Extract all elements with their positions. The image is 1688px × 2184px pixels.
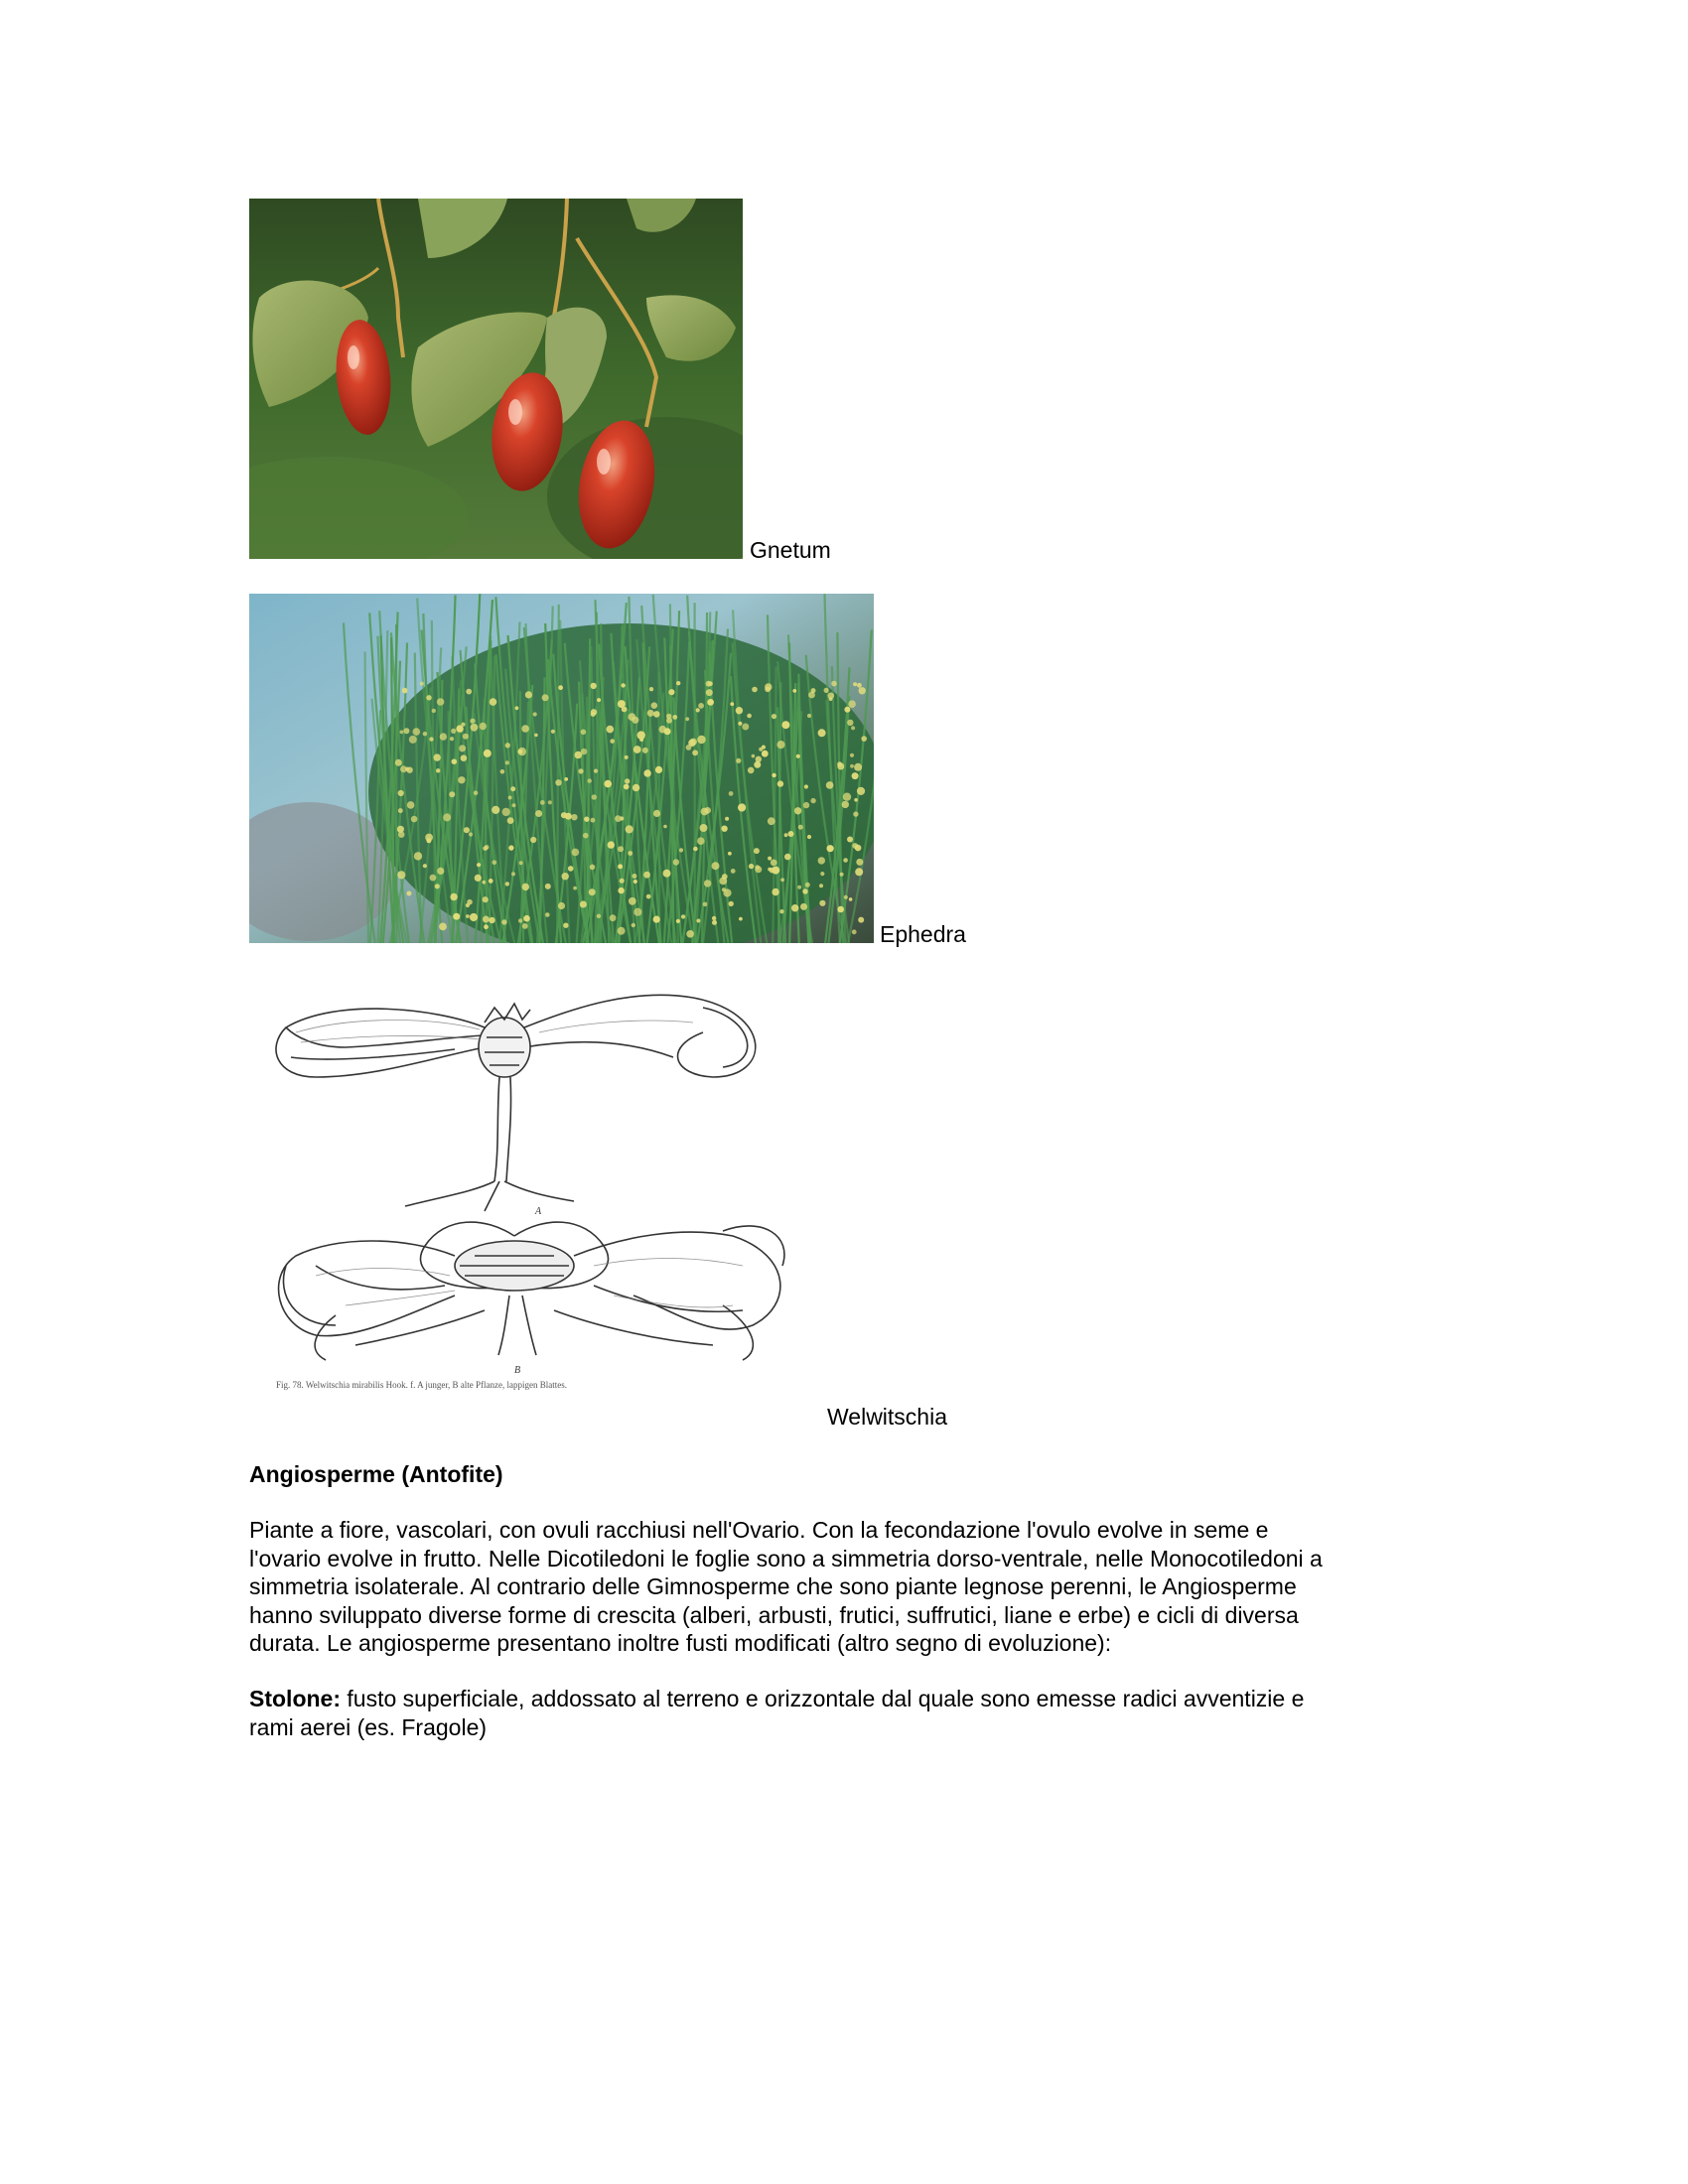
stolone-term: Stolone: xyxy=(249,1686,341,1711)
stolone-definition-line: fusto superficiale, addossato al terreno e orizzontale dal quale sono emesse radici avventizie e xyxy=(347,1686,1305,1711)
section-heading: Angiosperme (Antofite) xyxy=(249,1461,503,1487)
paragraph-line: l'ovario evolve in frutto. Nelle Dicotiledoni le foglie sono a simmetria dorso-ventrale, nelle Monocotiledoni a xyxy=(249,1545,1323,1571)
paragraph-line: durata. Le angiosperme presentano inoltre fusti modificati (altro segno di evoluzione): xyxy=(249,1630,1112,1657)
svg-text:B: B xyxy=(514,1365,521,1376)
paragraph-line: hanno sviluppato diverse forme di crescita (alberi, arbusti, frutici, suffrutici, liane e erbe) e cicli di diversa xyxy=(249,1601,1299,1628)
gnetum-caption: Gnetum xyxy=(750,537,831,563)
welwitschia-caption: Welwitschia xyxy=(827,1404,947,1430)
stolone-definition-line: rami aerei (es. Fragole) xyxy=(249,1713,488,1740)
plate-text: Fig. 78. Welwitschia mirabilis Hook. f. A junger, B alte Pflanze, lappigen Blattes. xyxy=(276,1380,567,1390)
angiosperme-paragraph xyxy=(249,1516,1441,1658)
ephedra-photo xyxy=(249,594,874,943)
svg-text:A: A xyxy=(535,1206,542,1217)
ephedra-caption: Ephedra xyxy=(880,921,966,947)
stolone-paragraph xyxy=(249,1685,1441,1741)
paragraph-line: simmetria isolaterale. Al contrario delle Gimnosperme che sono piante legnose perenni, le Angiosperme xyxy=(249,1573,1297,1600)
gnetum-photo xyxy=(249,199,743,559)
welwitschia-illustration xyxy=(256,968,822,1425)
paragraph-line: Piante a fiore, vascolari, con ovuli racchiusi nell'Ovario. Con la fecondazione l'ovulo evolve in seme e xyxy=(249,1517,1269,1543)
